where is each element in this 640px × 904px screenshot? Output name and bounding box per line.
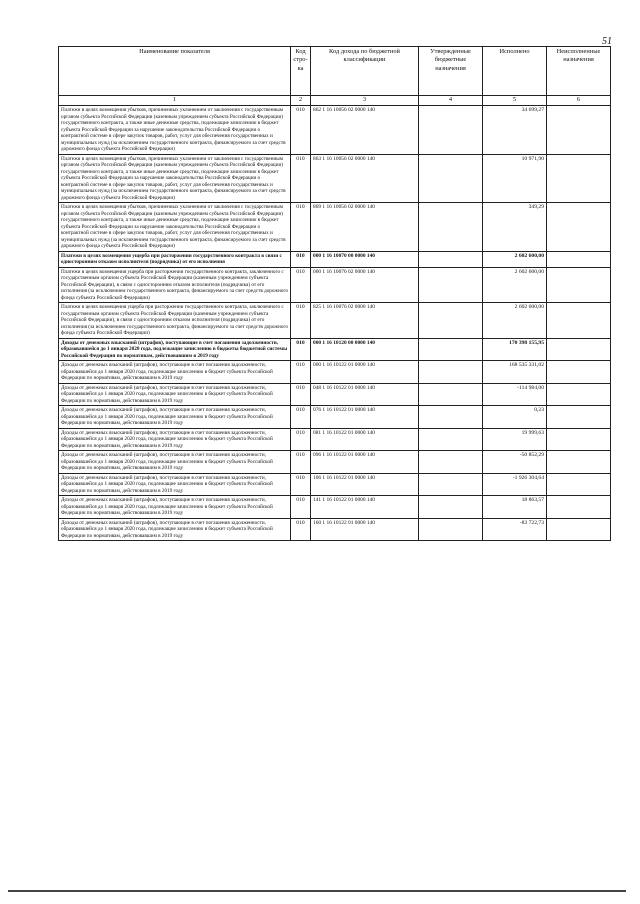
table-row [59, 251, 611, 267]
column-number: 4 [419, 96, 483, 106]
row-unexecuted-appropriations [547, 267, 611, 303]
row-line-code: 010 [291, 451, 311, 474]
row-executed-amount: 0,23 [483, 406, 547, 429]
scan-edge-line [8, 890, 626, 892]
row-income-code: 863 1 16 10056 02 0000 140 [311, 154, 419, 203]
table-row [59, 361, 611, 384]
row-indicator-name: Доходы от денежных взысканий (штрафов), поступающие в счет погашения задолженности, образовавшейся до 1 января 2020 года, подлежащие зачислению в бюджет субъекта Российской Федерации по нормативам, действовавшим в 2019 году [59, 383, 291, 406]
column-number: 5 [483, 96, 547, 106]
row-line-code: 010 [291, 251, 311, 267]
row-unexecuted-appropriations [547, 496, 611, 519]
row-line-code: 010 [291, 203, 311, 252]
row-approved-appropriations [419, 267, 483, 303]
row-executed-amount: -83 722,73 [483, 518, 547, 541]
row-approved-appropriations [419, 203, 483, 252]
row-line-code: 010 [291, 406, 311, 429]
budget-execution-table [58, 46, 611, 541]
row-executed-amount: 170 398 155,95 [483, 338, 547, 361]
table-row [59, 473, 611, 496]
row-executed-amount: 2 602 600,00 [483, 251, 547, 267]
row-executed-amount: -1 926 304,64 [483, 473, 547, 496]
row-executed-amount: 349,29 [483, 203, 547, 252]
row-unexecuted-appropriations [547, 473, 611, 496]
row-indicator-name: Платежи в целях возмещения ущерба при расторжении государственного контракта в связи с односторонним отказом исполнителя (подрядчика) от его исполнения [59, 251, 291, 267]
row-line-code: 010 [291, 361, 311, 384]
row-approved-appropriations [419, 428, 483, 451]
row-executed-amount: 19 999,63 [483, 428, 547, 451]
row-indicator-name: Доходы от денежных взысканий (штрафов), поступающие в счет погашения задолженности, образовавшейся до 1 января 2020 года, подлежащие зачислению в бюджеты бюджетной системы Российской Федерации по нормативам, действовавшим в 2019 году [59, 338, 291, 361]
row-unexecuted-appropriations [547, 251, 611, 267]
table-row [59, 106, 611, 155]
row-approved-appropriations [419, 451, 483, 474]
row-unexecuted-appropriations [547, 518, 611, 541]
header-executed: Исполнено [483, 47, 547, 96]
table-body [59, 106, 611, 541]
row-approved-appropriations [419, 361, 483, 384]
row-line-code: 010 [291, 383, 311, 406]
table-row [59, 203, 611, 252]
row-unexecuted-appropriations [547, 451, 611, 474]
row-approved-appropriations [419, 303, 483, 339]
row-indicator-name: Платежи в целях возмещения убытков, причиненных уклонением от заключения с государственным органом субъекта Российской Федерации (казенным учреждением субъекта Российской Федерации) государственного контракта, а также иные денежные средства, подлежащие зачислению в бюджет субъекта Российской Федерации за нарушение законодательства Российской Федерации о контрактной системе в сфере закупок товаров, работ, услуг для обеспечения государственных и муниципальных нужд (за исключением государственного контракта, финансируемого за счет средств дорожного фонда субъекта Российской Федерации) [59, 106, 291, 155]
row-line-code: 010 [291, 338, 311, 361]
row-line-code: 010 [291, 428, 311, 451]
row-income-code: 141 1 16 10122 01 0000 140 [311, 496, 419, 519]
page-number: 51 [602, 36, 612, 47]
row-unexecuted-appropriations [547, 203, 611, 252]
row-line-code: 010 [291, 106, 311, 155]
table-row [59, 383, 611, 406]
row-line-code: 010 [291, 496, 311, 519]
row-executed-amount: 2 602 600,00 [483, 303, 547, 339]
row-approved-appropriations [419, 106, 483, 155]
row-approved-appropriations [419, 338, 483, 361]
table-row [59, 428, 611, 451]
table-row [59, 406, 611, 429]
row-income-code: 000 1 16 10120 00 0000 140 [311, 338, 419, 361]
row-unexecuted-appropriations [547, 303, 611, 339]
row-line-code: 010 [291, 473, 311, 496]
row-indicator-name: Доходы от денежных взысканий (штрафов), поступающие в счет погашения задолженности, образовавшейся до 1 января 2020 года, подлежащие зачислению в бюджет субъекта Российской Федерации по нормативам, действовавшим в 2019 году [59, 451, 291, 474]
header-approved-appropriations: Утвержденные бюджетные назначения [419, 47, 483, 96]
table-row [59, 267, 611, 303]
row-line-code: 010 [291, 303, 311, 339]
row-income-code: 862 1 16 10056 02 0000 140 [311, 106, 419, 155]
row-unexecuted-appropriations [547, 154, 611, 203]
table-row [59, 451, 611, 474]
row-line-code: 010 [291, 518, 311, 541]
table-row [59, 518, 611, 541]
row-income-code: 048 1 16 10122 01 0000 140 [311, 383, 419, 406]
row-indicator-name: Доходы от денежных взысканий (штрафов), поступающие в счет погашения задолженности, образовавшейся до 1 января 2020 года, подлежащие зачислению в бюджет субъекта Российской Федерации по нормативам, действовавшим в 2019 году [59, 518, 291, 541]
row-approved-appropriations [419, 518, 483, 541]
row-line-code: 010 [291, 267, 311, 303]
row-indicator-name: Доходы от денежных взысканий (штрафов), поступающие в счет погашения задолженности, образовавшейся до 1 января 2020 года, подлежащие зачислению в бюджет субъекта Российской Федерации по нормативам, действовавшим в 2019 году [59, 473, 291, 496]
row-income-code: 000 1 16 10122 01 0000 140 [311, 361, 419, 384]
column-number: 1 [59, 96, 291, 106]
column-number: 2 [291, 96, 311, 106]
column-number-row [59, 96, 611, 106]
row-unexecuted-appropriations [547, 338, 611, 361]
row-indicator-name: Платежи в целях возмещения ущерба при расторжении государственного контракта, заключенного с государственным органом субъекта Российской Федерации (казенным учреждением субъекта Российской Федерации), в связи с односторонним отказом исполнителя (подрядчика) от его исполнения (за исключением государственного контракта, финансируемого за счет средств дорожного фонда субъекта Российской Федерации) [59, 267, 291, 303]
header-unexecuted-appropriations: Неисполненные назначения [547, 47, 611, 96]
row-income-code: 825 1 16 10076 02 0000 140 [311, 303, 419, 339]
row-approved-appropriations [419, 496, 483, 519]
column-number: 6 [547, 96, 611, 106]
row-indicator-name: Доходы от денежных взысканий (штрафов), поступающие в счет погашения задолженности, образовавшейся до 1 января 2020 года, подлежащие зачислению в бюджет субъекта Российской Федерации по нормативам, действовавшим в 2019 году [59, 428, 291, 451]
row-line-code: 010 [291, 154, 311, 203]
table-row [59, 303, 611, 339]
table-row [59, 154, 611, 203]
row-executed-amount: -50 852,29 [483, 451, 547, 474]
row-income-code: 106 1 16 10122 01 0000 140 [311, 473, 419, 496]
row-unexecuted-appropriations [547, 361, 611, 384]
row-executed-amount: 10 971,90 [483, 154, 547, 203]
row-approved-appropriations [419, 383, 483, 406]
table-row [59, 496, 611, 519]
row-income-code: 081 1 16 10122 01 0000 140 [311, 428, 419, 451]
row-executed-amount: -114 984,00 [483, 383, 547, 406]
row-income-code: 000 1 16 10076 02 0000 140 [311, 267, 419, 303]
column-number: 3 [311, 96, 419, 106]
row-approved-appropriations [419, 406, 483, 429]
header-line-code: Код стро-ка [291, 47, 311, 96]
row-unexecuted-appropriations [547, 106, 611, 155]
row-income-code: 000 1 16 10070 00 0000 140 [311, 251, 419, 267]
row-indicator-name: Доходы от денежных взысканий (штрафов), поступающие в счет погашения задолженности, образовавшейся до 1 января 2020 года, подлежащие зачислению в бюджет субъекта Российской Федерации по нормативам, действовавшим в 2019 году [59, 496, 291, 519]
row-income-code: 869 1 16 10056 02 0000 140 [311, 203, 419, 252]
row-executed-amount: 168 535 331,02 [483, 361, 547, 384]
row-income-code: 096 1 16 10122 01 0000 140 [311, 451, 419, 474]
row-indicator-name: Доходы от денежных взысканий (штрафов), поступающие в счет погашения задолженности, образовавшейся до 1 января 2020 года, подлежащие зачислению в бюджет субъекта Российской Федерации по нормативам, действовавшим в 2019 году [59, 406, 291, 429]
table-header-row [59, 47, 611, 96]
header-indicator-name: Наименование показателя [59, 47, 291, 96]
row-executed-amount: 34 699,27 [483, 106, 547, 155]
row-unexecuted-appropriations [547, 383, 611, 406]
row-approved-appropriations [419, 473, 483, 496]
row-indicator-name: Платежи в целях возмещения ущерба при расторжении государственного контракта, заключенного с государственным органом субъекта Российской Федерации (казенным учреждением субъекта Российской Федерации), в связи с односторонним отказом исполнителя (подрядчика) от его исполнения (за исключением государственного контракта, финансируемого за счет средств дорожного фонда субъекта Российской Федерации) [59, 303, 291, 339]
row-income-code: 076 1 16 10122 01 0000 140 [311, 406, 419, 429]
row-approved-appropriations [419, 154, 483, 203]
row-indicator-name: Платежи в целях возмещения убытков, причиненных уклонением от заключения с государственным органом субъекта Российской Федерации (казенным учреждением субъекта Российской Федерации) государственного контракта, а также иные денежные средства, подлежащие зачислению в бюджет субъекта Российской Федерации за нарушение законодательства Российской Федерации о контрактной системе в сфере закупок товаров, работ, услуг для обеспечения государственных и муниципальных нужд (за исключением государственного контракта, финансируемого за счет средств дорожного фонда субъекта Российской Федерации) [59, 154, 291, 203]
row-approved-appropriations [419, 251, 483, 267]
row-executed-amount: 2 602 600,00 [483, 267, 547, 303]
row-indicator-name: Доходы от денежных взысканий (штрафов), поступающие в счет погашения задолженности, образовавшейся до 1 января 2020 года, подлежащие зачислению в бюджет субъекта Российской Федерации по нормативам, действовавшим в 2019 году [59, 361, 291, 384]
row-executed-amount: 18 863,57 [483, 496, 547, 519]
row-income-code: 160 1 16 10122 01 0000 140 [311, 518, 419, 541]
row-indicator-name: Платежи в целях возмещения убытков, причиненных уклонением от заключения с государственным органом субъекта Российской Федерации (казенным учреждением субъекта Российской Федерации) государственного контракта, а также иные денежные средства, подлежащие зачислению в бюджет субъекта Российской Федерации за нарушение законодательства Российской Федерации о контрактной системе в сфере закупок товаров, работ, услуг для обеспечения государственных и муниципальных нужд (за исключением государственного контракта, финансируемого за счет средств дорожного фонда субъекта Российской Федерации) [59, 203, 291, 252]
row-unexecuted-appropriations [547, 428, 611, 451]
table-row [59, 338, 611, 361]
header-income-code: Код дохода по бюджетной классификации [311, 47, 419, 96]
row-unexecuted-appropriations [547, 406, 611, 429]
